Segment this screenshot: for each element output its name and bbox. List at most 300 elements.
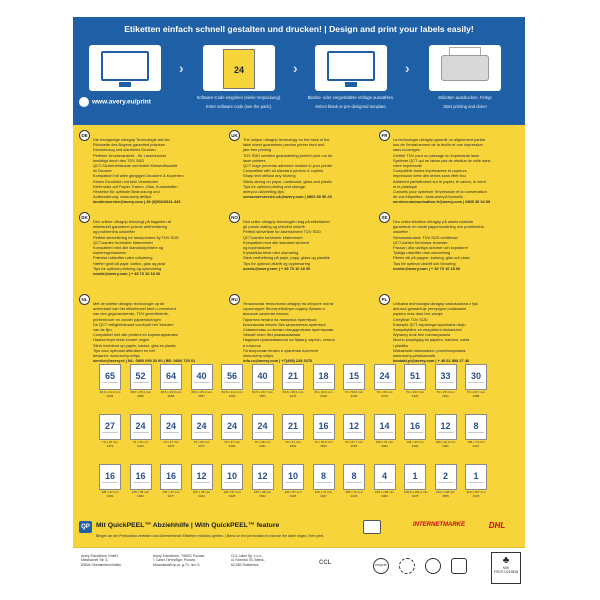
product-code: 3425 (228, 493, 236, 498)
feature-line: Compatible with all standard printers & copiers (243, 168, 324, 174)
feature-line: Den unike ultragrip teknologien bag på etikettarket (243, 219, 330, 224)
labels-per-sheet: 21 (287, 371, 298, 381)
label-size: 105 x 37 mm (162, 490, 180, 494)
quickpeel-bar (73, 520, 525, 534)
labels-per-sheet: 24 (196, 421, 207, 431)
feature-line: Tips voor optimaal afdrukken en het (93, 347, 155, 353)
feature-line: Krawędź QCT zapobiega wyciekaniu kleju (393, 321, 466, 327)
label-size: 105 x 71 mm (345, 490, 363, 494)
product-code: 3657 (198, 393, 205, 398)
labels-per-sheet: 33 (440, 371, 451, 381)
label-sheet-thumbnail (404, 364, 426, 390)
step-caption-de: Etiketten ausdrucken. Fertig! (438, 95, 492, 100)
feature-line: Impression nette des textes sans effet flou (393, 173, 466, 179)
product-code: 3654 (350, 443, 358, 448)
thumbnail-divider (102, 432, 118, 437)
chevron-right-icon: › (293, 60, 298, 76)
label-size: 105 x 57 mm (223, 490, 241, 494)
label-sheet-thumbnail (282, 464, 304, 490)
feature-line: Mocno przylegają do papieru, kartonu, szkła (393, 337, 470, 343)
label-sheet-thumbnail (130, 364, 152, 390)
feature-line: Den unikke ultragrip teknologi på bagsiden af (93, 219, 171, 224)
label-sheet-thumbnail (99, 464, 121, 490)
product-code: 3425 (350, 393, 358, 398)
feature-line: Klebt stark auf Papier, Karton, Glas, Kunststoffen (93, 183, 178, 189)
label-sheet-thumbnail (99, 364, 121, 390)
label-sheet-thumbnail (252, 464, 274, 490)
thumbnail-divider (346, 382, 362, 387)
label-sheet-thumbnail (343, 414, 365, 440)
label-sheet-thumbnail (435, 414, 457, 440)
label-template-cell (435, 414, 457, 448)
feature-line: Sharp text without any blurring (243, 173, 296, 179)
monitor-stand-icon (119, 82, 131, 87)
labels-per-sheet: 8 (351, 471, 357, 481)
labels-per-sheet: 16 (318, 421, 329, 431)
product-code: 3474 (289, 393, 297, 398)
feature-line: Уникальная технология ultragrip на обороте листа (243, 301, 334, 306)
label-template-cell (343, 464, 365, 498)
label-template-cell (435, 364, 457, 398)
feature-line: Perfekt skriveflering for laserprintere by TÜV SÜD (93, 234, 179, 240)
labels-per-sheet: 21 (287, 421, 298, 431)
contact-line: kontakt-pl@avery.com | + 48 61 898 27 46 (393, 358, 470, 364)
thumbnail-divider (377, 482, 393, 487)
labels-per-sheet: 18 (318, 371, 329, 381)
labels-per-sheet: 24 (226, 421, 237, 431)
feature-line: По вопросам печати и хранения посетите (243, 347, 319, 353)
contact-line: service@avery.nl | NL: 0800 099 33 90 | BE: 0800 725 01 (93, 358, 196, 364)
labels-per-sheet: 16 (165, 471, 176, 481)
label-template-cell (252, 364, 274, 398)
label-size: 48,5 x 25,4 mm (130, 390, 151, 394)
thumbnail-divider (285, 482, 301, 487)
thumbnail-divider (163, 432, 179, 437)
labels-per-sheet: 16 (104, 471, 115, 481)
feature-line: и пластик (243, 342, 261, 348)
feature-line: Гарантия печати на лазерных принтерах (243, 316, 317, 322)
label-size: 199,6 x 289,1 mm (404, 490, 429, 494)
fsc-tree-icon: ♣ (502, 555, 510, 566)
banner-title: Etiketten einfach schnell gestalten und drucken! | Design and print your labels easily! (124, 24, 474, 34)
label-size: 70 x 37 mm (224, 440, 240, 444)
product-code: 3478 (411, 493, 419, 498)
product-code: 3418 (320, 393, 327, 398)
step-select-template (305, 45, 397, 109)
certification-icon (451, 558, 467, 574)
thumbnail-divider (255, 382, 271, 387)
footer (73, 547, 525, 587)
label-sheet-thumbnail (191, 364, 213, 390)
thumbnail-divider (316, 432, 332, 437)
labels-per-sheet: 24 (165, 421, 176, 431)
feature-line: Kompatybilne ze wszystkimi drukarkami (393, 327, 462, 333)
label-sheet-thumbnail (160, 364, 182, 390)
feature-line: Надежно приклеиваются на бумагу, картон, стекло (243, 337, 335, 343)
thumbnail-divider (438, 382, 454, 387)
language-badge: DK (79, 212, 90, 223)
feature-line: Sticks strong on paper, cardboard, glass and plastic (243, 178, 333, 184)
feature-line: Hæfter godt på papir, karton, glas og plast (93, 260, 166, 266)
address-line: ul. Klonska 7B, Bielsk, (231, 558, 265, 563)
thumbnail-divider (285, 382, 301, 387)
label-sheet-thumbnail (282, 364, 304, 390)
feature-line: votre imprimante (393, 163, 422, 169)
language-block-dk (79, 212, 219, 276)
product-code: 3420 (411, 393, 419, 398)
labels-per-sheet: 1 (473, 471, 479, 481)
feature-line: Tips for optimal printning og opbevaring (93, 265, 162, 271)
label-size: 105 x 74 mm (314, 490, 333, 494)
language-badge: DE (79, 130, 90, 141)
label-template-cell (343, 364, 365, 398)
labels-per-sheet: 65 (104, 371, 115, 381)
language-block-text (393, 137, 519, 205)
feature-line: TÜV SÜD certified guaranteeing perfect print run for (243, 152, 333, 158)
labels-per-sheet: 40 (257, 371, 268, 381)
product-code: 3481 (442, 443, 449, 448)
label-size: 105 x 57 mm (284, 490, 302, 494)
language-block-ru (229, 294, 369, 363)
feature-line: avery.co.uk/printing-tips (243, 189, 284, 195)
label-template-cell (282, 464, 304, 498)
template-illustration (315, 45, 387, 91)
label-template-cell (313, 414, 335, 448)
peel-icon (363, 520, 381, 534)
product-code: 3662 (259, 493, 266, 498)
feature-line: garanterar en exakt pappersmatning och problemfria (393, 224, 484, 230)
quickpeel-badge: QP (79, 521, 92, 533)
feature-line: Perfekte Druckeransicht - für Laserdrucker (93, 152, 167, 158)
feature-line: Совместимы со всеми стандартными принтерами (243, 327, 334, 333)
label-template-cell (160, 464, 182, 498)
label-size: 210 x 148 mm (435, 490, 455, 494)
label-size: 105 x 48 mm (192, 490, 211, 494)
thumbnail-divider (285, 432, 301, 437)
language-block-de (79, 130, 219, 205)
label-template-cell (99, 464, 121, 498)
thumbnail-divider (377, 382, 393, 387)
feature-line: QCT-kanten forhindrer klisterrester (243, 234, 303, 240)
feature-line: Den unika tekniken ultragrip på arkets baksida (393, 219, 473, 224)
label-size: 70 x 41 mm (285, 440, 301, 444)
contact-line: nordic@avery.com | + 45 70 10 18 00 (243, 265, 311, 271)
feature-line: Certifié TÜV pour un passage en imprimante laser (393, 152, 480, 158)
feature-line: Certyfikat TÜV SÜD (393, 316, 428, 322)
product-code: 3479 (106, 443, 114, 448)
address-line: Miesbacher Str. 5, (81, 558, 109, 563)
printer-illustration (429, 45, 501, 91)
label-template-cell (191, 464, 213, 498)
label-template-cell (313, 464, 335, 498)
feature-line: Tips for optimal printing and storage: (243, 183, 307, 189)
labels-per-sheet: 16 (135, 471, 146, 481)
fsc-mix-label: MIX (502, 566, 510, 570)
label-sheet-thumbnail (465, 414, 487, 440)
thumbnail-divider (102, 482, 118, 487)
feature-line: QCT-Sicherheitskante verhindert Klebstoffaustritt (93, 163, 178, 169)
feature-line: etiketarket garanterer præcis arkfremføring (93, 224, 167, 230)
feature-line: jam-free printing (243, 147, 272, 153)
label-size: 105 x 42,3 mm (435, 440, 456, 444)
language-block-pl (379, 294, 519, 363)
chevron-right-icon: › (405, 60, 410, 76)
feature-line: Kompatibel mit allen gängigen Druckern & Kopierern (93, 173, 184, 179)
feature-line: La technologie ultragrip garantit un alignement parfait (393, 137, 485, 142)
feature-line: printerinvoer en zonder papierstoringen (93, 316, 161, 322)
feature-line: Unikalna technologia ultragrip zastosowana z tyłu (393, 301, 479, 306)
label-template-cell (99, 414, 121, 448)
thumbnail-divider (133, 482, 149, 487)
product-code: 3424 (198, 493, 205, 498)
feature-line: QCT edge prevents adhesive residue in your printer (243, 163, 333, 169)
monitor-icon (327, 51, 375, 81)
thumbnail-divider (194, 482, 210, 487)
label-size: 52,5 x 29,7 mm (252, 390, 273, 394)
product-code: 3655 (442, 493, 449, 498)
product-code: 3668 (167, 393, 175, 398)
avery-url-text: www.avery.eu/print (92, 98, 151, 106)
feature-line: гарантирует бесперебойную подачу бумаги и (243, 306, 325, 312)
feature-line: gir presis mating og uhindret utskrift (243, 224, 305, 230)
language-badge: NL (79, 294, 90, 305)
label-sheet-thumbnail (99, 414, 121, 440)
product-code: 3425 (289, 493, 297, 498)
language-block-text (393, 301, 519, 363)
label-size: 70 x 38 mm (254, 440, 271, 444)
label-size: 48,5 x 16,9 mm (160, 390, 182, 394)
feature-line: Præcise udskrifter uden udtværing (93, 255, 153, 261)
feature-line: Kompatibel med alle standardprintere og (93, 245, 164, 251)
label-size: 105 x 37 mm (375, 440, 394, 444)
label-template-cell (343, 414, 365, 448)
label-template-cell (221, 414, 243, 448)
label-template-cell (99, 364, 121, 398)
label-size: 70 x 36 mm (376, 390, 393, 394)
printer-icon (441, 55, 489, 81)
feature-line: Tips for optimal utskrift og oppbevaring (243, 260, 310, 266)
contact-line: consumerservice-uk@avery.com | 0800 80 50 20 (243, 194, 332, 200)
language-block-fr (379, 130, 519, 205)
product-code: 3482 (411, 443, 419, 448)
thumbnail-divider (316, 382, 332, 387)
product-code: 3490 (228, 443, 236, 448)
product-code: 3477 (167, 493, 175, 498)
avery-logo-icon (79, 97, 89, 107)
label-template-cell (465, 414, 487, 448)
language-badge: RU (229, 294, 240, 305)
product-code: 3651 (259, 393, 266, 398)
label-size: 105 x 37 mm (101, 490, 119, 494)
language-block-text (243, 137, 369, 199)
labels-per-sheet: 2 (442, 471, 448, 481)
feature-line: Passar i alla vanliga skrivare och kopiatorer (393, 245, 469, 251)
feature-line: Compatibel met alle printers en kopieerapparaten (93, 332, 179, 338)
labels-per-sheet: 12 (440, 421, 451, 431)
label-size: 105 x 35 mm (406, 440, 424, 444)
label-template-cell (404, 464, 429, 498)
address-line: 62-082 Rokietnica (231, 562, 259, 567)
label-sheet-thumbnail (435, 464, 457, 490)
product-code: 3475 (167, 443, 175, 448)
avery-url[interactable] (79, 97, 151, 107)
label-sheet-thumbnail (374, 464, 396, 490)
label-size: 70 x 50,8 mm (314, 440, 333, 444)
thumbnail-divider (224, 432, 240, 437)
contact-line: info-ru@avery.com | +7(495) 228 3476 (243, 358, 313, 364)
product-code: 3427 (320, 493, 327, 498)
feature-line: bewaren: www.avery.nl/tips (93, 353, 140, 359)
fsc-code: FSC® C013818 (494, 570, 518, 575)
thumbnail-divider (133, 382, 149, 387)
product-code: 3422 (137, 443, 144, 448)
label-sheet-thumbnail (130, 464, 152, 490)
label-sheet-thumbnail (252, 364, 274, 390)
labels-per-sheet: 12 (196, 471, 207, 481)
label-size: 105 x 48 mm (253, 490, 272, 494)
label-size: 52,5 x 21,2 mm (221, 390, 243, 394)
feature-line: Sterk vedheftning på papir, papp, glass og plastikk (243, 255, 330, 261)
label-template-cell (160, 414, 182, 448)
feature-line: www.avery.pl/wskazowki (393, 353, 436, 359)
thumbnail-divider (438, 432, 454, 437)
feature-line: The unique ultragrip technology on the back of the (243, 137, 330, 142)
feature-line: Skrivarstandard: TÜV-SÜD certifierad (393, 234, 458, 240)
address-de (81, 554, 137, 567)
product-code: 3490 (228, 393, 236, 398)
labels-per-sheet: 24 (135, 421, 146, 431)
step-software (79, 45, 171, 91)
feature-line: Четкий текст без размазывания (243, 332, 301, 338)
product-code: 3653 (320, 443, 327, 448)
thumbnail-divider (316, 482, 332, 487)
green-dot-icon (425, 558, 441, 574)
thumbnail-divider (346, 482, 362, 487)
label-template-cell (313, 364, 335, 398)
label-sheet-thumbnail (404, 464, 426, 490)
print-instructions-banner (73, 17, 525, 125)
label-template-cell (374, 364, 396, 398)
labels-per-sheet: 30 (470, 371, 481, 381)
feature-line: Kompatibel med alle standard skrivere (243, 239, 310, 245)
label-sheet-thumbnail (465, 364, 487, 390)
feature-line: achterkant van het etikettenvel bent u verzekerd (93, 306, 176, 312)
feature-line: Druckeinzug und staufreies Drucken (93, 147, 156, 153)
feature-line: Compatible toutes imprimantes et copieurs (393, 168, 467, 174)
label-size: 105 x 35 mm (131, 490, 150, 494)
label-sheet-thumbnail (160, 464, 182, 490)
feature-line: papieru oraz druk bez zacięć (393, 311, 443, 317)
label-template-cell (221, 364, 243, 398)
feature-line: og kopimaskiner (243, 245, 272, 251)
ccl-logo: CCL (319, 560, 332, 566)
label-template-cell (282, 414, 304, 448)
address-line: Avery Zweckform, TW601 Pocoae, (153, 554, 206, 558)
label-template-cell (252, 414, 274, 448)
label-template-cell (404, 414, 426, 448)
label-template-cell (191, 364, 213, 398)
label-size: 70 x 25,4 mm (436, 390, 455, 394)
thumbnail-divider (194, 432, 210, 437)
step-caption-en: Start printing and done! (443, 104, 487, 109)
address-line: Avery Zweckform GmbH, (81, 554, 119, 558)
feature-line: bestätigt durch den TÜV SÜD (93, 157, 145, 163)
labels-per-sheet: 12 (348, 421, 359, 431)
language-block-no (229, 212, 369, 271)
feature-line: QCT-kanten forhindrer klisterrester (93, 239, 153, 245)
labels-per-sheet: 12 (257, 471, 268, 481)
feature-line: arkusza gwarantuje precyzyjne podawanie (393, 306, 467, 312)
thumbnail-divider (407, 432, 423, 437)
feature-line: www.avery.ru/tips (243, 353, 274, 359)
label-sheet-thumbnail (343, 364, 365, 390)
label-sheet-thumbnail (130, 414, 152, 440)
labels-per-sheet: 52 (135, 371, 146, 381)
product-code: 3483 (381, 493, 388, 498)
label-size: 48,5 x 25,4 mm (191, 390, 212, 394)
label-sheet-thumbnail (221, 414, 243, 440)
thumbnail-divider (407, 482, 423, 487)
contact-line: nordic@avery.com | + 45 70 10 18 00 (93, 271, 161, 277)
language-badge: NO (229, 212, 240, 223)
fsc-logo (491, 552, 521, 584)
label-sheet-thumbnail (313, 464, 335, 490)
dhl-logo: DHL (478, 520, 516, 532)
product-code: 3484 (381, 443, 388, 448)
label-size: 70 x 16,9 mm (405, 390, 425, 394)
label-template-cell (404, 364, 426, 398)
label-size: 210 x 297 mm (466, 490, 486, 494)
language-block-text (93, 137, 219, 205)
label-template-cell (252, 464, 274, 498)
step-caption-en: Enter software code (see the pack). (205, 104, 273, 109)
pack-illustration (203, 45, 275, 91)
feature-line: Système QCT qui ne laisse pas de résidus de colle dans (393, 157, 491, 163)
label-size: 66 x 46,6 mm (314, 390, 333, 394)
label-size: 70 x 35 mm (132, 440, 149, 444)
step-caption-de: Software-Code eingeben (siehe Verpackung). (196, 95, 282, 100)
address-line: CCL Label Sp. z o.o., (231, 554, 264, 558)
label-sheet-thumbnail (221, 364, 243, 390)
label-sheet-thumbnail (313, 414, 335, 440)
product-code: 3427 (472, 443, 480, 448)
feature-line: van een gegarandeerde, TÜV geverifieerde, (93, 311, 169, 317)
product-code: 3652 (289, 443, 297, 448)
feature-line: высокое качество печати (243, 311, 289, 317)
label-template-cell (130, 364, 152, 398)
labels-per-sheet: 40 (196, 371, 207, 381)
language-block-text (93, 219, 219, 276)
recycle-icon: recycle (373, 558, 389, 574)
feature-line: i plastiku (393, 342, 409, 348)
thumbnail-divider (438, 482, 454, 487)
triman-icon (399, 558, 415, 574)
address-line: Московский пр-кт, д.70, лит. Б (153, 562, 200, 567)
product-code: 3421 (442, 393, 449, 398)
label-size: 63,5 x 38,1 mm (282, 390, 304, 394)
address-pl (231, 554, 287, 567)
chevron-right-icon: › (179, 60, 184, 76)
thumbnail-divider (377, 432, 393, 437)
address-line: 83626 Oberlaindern/Valley (81, 562, 121, 567)
label-size: 70 x 29,7 mm (466, 390, 486, 394)
label-template-cell (130, 414, 152, 448)
product-code: 3475 (381, 393, 388, 398)
contact-line: servicecommunication-fr@avery.com | 0800 36 34 09 (393, 199, 491, 205)
label-template-cell (282, 364, 304, 398)
product-code: 3650 (137, 393, 144, 398)
label-sheet-thumbnail (435, 364, 457, 390)
